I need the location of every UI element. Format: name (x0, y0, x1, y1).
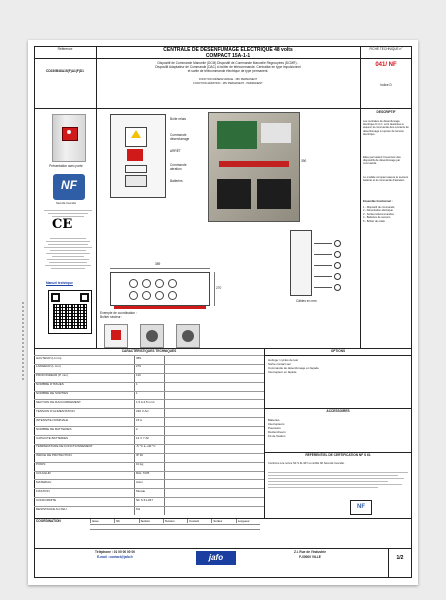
warning-triangle-icon (131, 130, 141, 138)
label-commande-desenfumage: Commande désenfumage (170, 133, 190, 141)
red-command-block (127, 149, 143, 161)
component-item: 5 - Boîtier de relais (363, 219, 385, 223)
specs-row-key: MATÉRIAU (36, 480, 52, 484)
photo-button (67, 130, 71, 134)
example-device-2 (140, 324, 164, 348)
coordination-col: Issue (90, 519, 114, 523)
example-device-3-knob (182, 330, 194, 342)
coordination-col: Nb (114, 519, 138, 523)
specs-row-key: FIXATION (36, 489, 50, 493)
coordination-col: Section (139, 519, 163, 523)
func-line1: FONCTION DÉSENFUMAGE : 48V PERMANENT (198, 78, 258, 81)
version-label: Indice D (380, 83, 392, 87)
red-wires (219, 161, 289, 167)
specs-row-value: 230 V AC (136, 409, 149, 413)
specs-row-key: POIDS (36, 463, 46, 467)
option-item: Interrupteur en façade (268, 370, 297, 374)
photo-caption: Présentation avec porte (49, 164, 83, 168)
product-photo (52, 114, 86, 162)
specs-row-key: NOMBRE D'ISSUES (36, 383, 64, 387)
cable-label: Câbles en mm (296, 299, 317, 303)
component-item: 3 - Sorties télécommandes (363, 212, 394, 216)
footer-address-1: Z.I. Rue de l'Industrie (293, 550, 327, 554)
fiche-label: FICHE TECHNIQUE n° (369, 47, 403, 51)
nf-caption: Sécurité Incendie (55, 202, 77, 205)
specs-row-value: 10 kg (136, 463, 144, 467)
specs-row-value: 12 V 7 Ah (136, 436, 150, 440)
option-item: Commande de désenfumage en façade (268, 366, 319, 370)
func-line2: FONCTION AÉRATION : 48V PERMANENT - PERMANENT (193, 82, 263, 85)
footer-page-divider (388, 548, 389, 578)
title-line1: CENTRALE DE DÉSENFUMAGE ÉLECTRIQUE 48 volts (163, 47, 293, 53)
certification-text: Conforme à la norme NF S 61-937 et certifié NF Sécurité Incendie. (268, 462, 345, 465)
option-item: Sortie contact sec (268, 362, 291, 366)
description-p2: Elles permettent l'ouverture des dispositifs de désenfumage par commande. (363, 156, 401, 166)
footer-address-2: F-00000 VILLE (299, 555, 321, 559)
coordination-col: Longueur (236, 519, 260, 523)
manual-link[interactable]: Manuel technique (46, 281, 73, 285)
ce-fine-print (44, 236, 92, 271)
plan-red-strip (114, 306, 206, 309)
plan-buttons (129, 279, 189, 299)
specs-row-key: SECTION DE RACCORDEMENT (36, 400, 81, 404)
dim-side-line (214, 272, 215, 306)
header-bottom-divider (34, 108, 412, 109)
cabinet-front-drawing (110, 114, 166, 198)
cabinet-side-drawing (290, 230, 312, 296)
accessories-title: ACCESSOIRES (326, 409, 350, 413)
options-list (268, 358, 408, 374)
internal-wiring-photo (208, 112, 300, 222)
side-vertical-text (22, 300, 24, 380)
specs-row-value: 110 (136, 374, 141, 378)
accessory-item: Déclencheurs (268, 430, 286, 434)
components-title: Ensemble fonctionnel : (363, 200, 393, 203)
specs-row-value: RAL 7035 (136, 472, 150, 476)
specs-row-value: NF S 61-937 (136, 498, 154, 502)
left-col-divider (96, 108, 97, 348)
specs-row-value: -5 °C à +40 °C (136, 445, 156, 449)
manual-qr-code[interactable] (48, 290, 92, 334)
specs-row-value: IP 30 (136, 454, 143, 458)
battery-left (217, 179, 251, 209)
specs-row-value: 389 (136, 356, 142, 360)
accessory-item: Poussoirs (268, 426, 281, 430)
ce-mark: CE (52, 217, 73, 232)
components-list (363, 206, 409, 223)
description-title: DESCRIPTIF (376, 110, 396, 114)
specs-row-value: M1 (136, 507, 141, 511)
accessories-list (268, 418, 408, 438)
example-device-2-knob (146, 330, 158, 342)
header-col-right (360, 46, 361, 108)
company-logo: jafo (196, 551, 236, 565)
circuit-board (217, 121, 257, 149)
accessory-item: Batteries (268, 418, 280, 422)
reference-value: CD230B48A15(F)A1(F)D1 (46, 69, 84, 73)
footer-divider (34, 548, 412, 549)
specs-col-divider (264, 348, 265, 518)
coordination-label: COORDINATION (36, 519, 61, 523)
dim-top: 389 (155, 262, 161, 266)
specs-row-value: 1 (136, 392, 138, 396)
label-boite-relais: Boîte relais (170, 117, 186, 121)
dim-top-line (110, 268, 210, 269)
coordination-table (90, 519, 260, 535)
specs-top-divider (34, 348, 412, 349)
coordination-col: Tension (163, 519, 187, 523)
dim-right: 390 (301, 159, 307, 163)
accessory-item: Kit de fixation (268, 434, 286, 438)
desc-line2: Dispositif Adaptateur de Commande (DAC) à boîtier de télécommande. Centralise en type impulsionnel (155, 65, 301, 69)
nf-logo (53, 174, 85, 200)
specs-row-key: CAPACITÉ BATTERIES (36, 436, 69, 440)
specs-row-value: 15 A (136, 418, 143, 422)
desc-line1: Dispositif de Commande Manuelle (DCM) Dispositif de Commande Manuelle Regroupées (DCMR) - (157, 61, 299, 65)
header-col-left (96, 46, 97, 108)
label-batteries: Batteries (170, 179, 183, 183)
coordination-col: Sorties (211, 519, 235, 523)
nf-small-logo (350, 500, 372, 515)
example-label: Exemple de coordination : (100, 311, 137, 315)
component-item: 2 - Alimentation électrique (363, 209, 393, 213)
certification-fine-print (268, 470, 408, 490)
nf-logo-text: NF (61, 178, 77, 192)
label-arret: ARRÊT (170, 149, 181, 153)
specs-row-key: NOMBRE DE BATTERIES (36, 427, 72, 431)
aeration-switch (125, 175, 147, 187)
option-item: Horloge / cycles de test (268, 358, 299, 362)
dim-side: 270 (216, 286, 222, 290)
specs-row-value: Acier (136, 480, 143, 484)
specs-row-key: LARGEUR (L mm) (36, 365, 61, 369)
example-device-3 (176, 324, 200, 348)
fiche-number: 041/ NF (375, 62, 397, 68)
specs-row-key: INDICE DE PROTECTION (36, 454, 72, 458)
page-number: 1/2 (396, 555, 404, 561)
specs-table (34, 355, 264, 515)
specs-row-value: Murale (136, 489, 146, 493)
certification-title: RÉFÉRENTIEL DE CERTIFICATION NF S 61 (305, 453, 371, 457)
footer-phone: Téléphone : 01 00 00 00 00 (94, 550, 136, 554)
reference-label: Référence (57, 47, 73, 51)
desc-col-divider (360, 108, 361, 348)
coordination-header-row (90, 519, 260, 523)
title-line2: COMPACT 15A-1-1 (205, 53, 251, 59)
battery-right (257, 179, 291, 209)
specs-row-key: RÉSISTANCE AU FEU (36, 507, 67, 511)
options-title: OPTIONS (330, 349, 346, 353)
qr-pattern (53, 304, 87, 329)
specs-row-key: HAUTEUR (H mm) (36, 356, 62, 360)
photo-red-panel (62, 127, 78, 141)
arret-switch (125, 165, 147, 173)
specs-row-key: CONFORMITÉ (36, 498, 57, 502)
specs-row-value: 2 (136, 427, 138, 431)
cabinet-plan-drawing (110, 272, 210, 306)
specs-row-key: PROFONDEUR (P mm) (36, 374, 68, 378)
component-item: 4 - Batteries de secours (363, 216, 391, 220)
example-device-1 (104, 324, 128, 348)
warning-panel (125, 127, 147, 147)
example-sub: Boîtier secteur : (100, 315, 123, 319)
specs-row-key: TEMPÉRATURE DE FONCTIONNEMENT (36, 445, 93, 449)
accessory-item: Interrupteurs (268, 422, 285, 426)
description-p1: Les centrales de désenfumage électrique D.A.C. sont destinées à assurer la commande des ouvrants de désenfumage à rupture de tension électrique. (363, 120, 409, 136)
specs-title: CARACTÉRISTIQUES TECHNIQUES (121, 349, 177, 353)
desc-line3: et sortie de télécommande électrique de type permanent. (187, 69, 269, 73)
side-callouts (314, 240, 350, 291)
specs-row-key: COULEUR (36, 472, 51, 476)
specs-row-key: INTENSITÉ NOMINALE (36, 418, 69, 422)
specs-row-key: NOMBRE DE SORTIES (36, 392, 69, 396)
label-commande-aeration: Commande aération (170, 163, 187, 171)
specs-row-value: 1 (136, 383, 138, 387)
footer-email[interactable]: E-mail : contact@jafo.fr (97, 555, 133, 559)
specs-row-key: TENSION D'ALIMENTATION (36, 409, 75, 413)
relay-block (261, 123, 291, 143)
nf-small-logo-text: NF (357, 504, 365, 510)
example-device-1-red (111, 330, 121, 340)
component-item: 1 - Dispositif de commande (363, 206, 395, 209)
specs-row-value: 1.5 à 2.5 mm² (136, 400, 155, 404)
specs-row-value: 270 (136, 365, 142, 369)
coordination-col: Courant (187, 519, 211, 523)
description-p3: Le modèle compact assure le secours batterie et la commande d'aération. (363, 176, 409, 183)
